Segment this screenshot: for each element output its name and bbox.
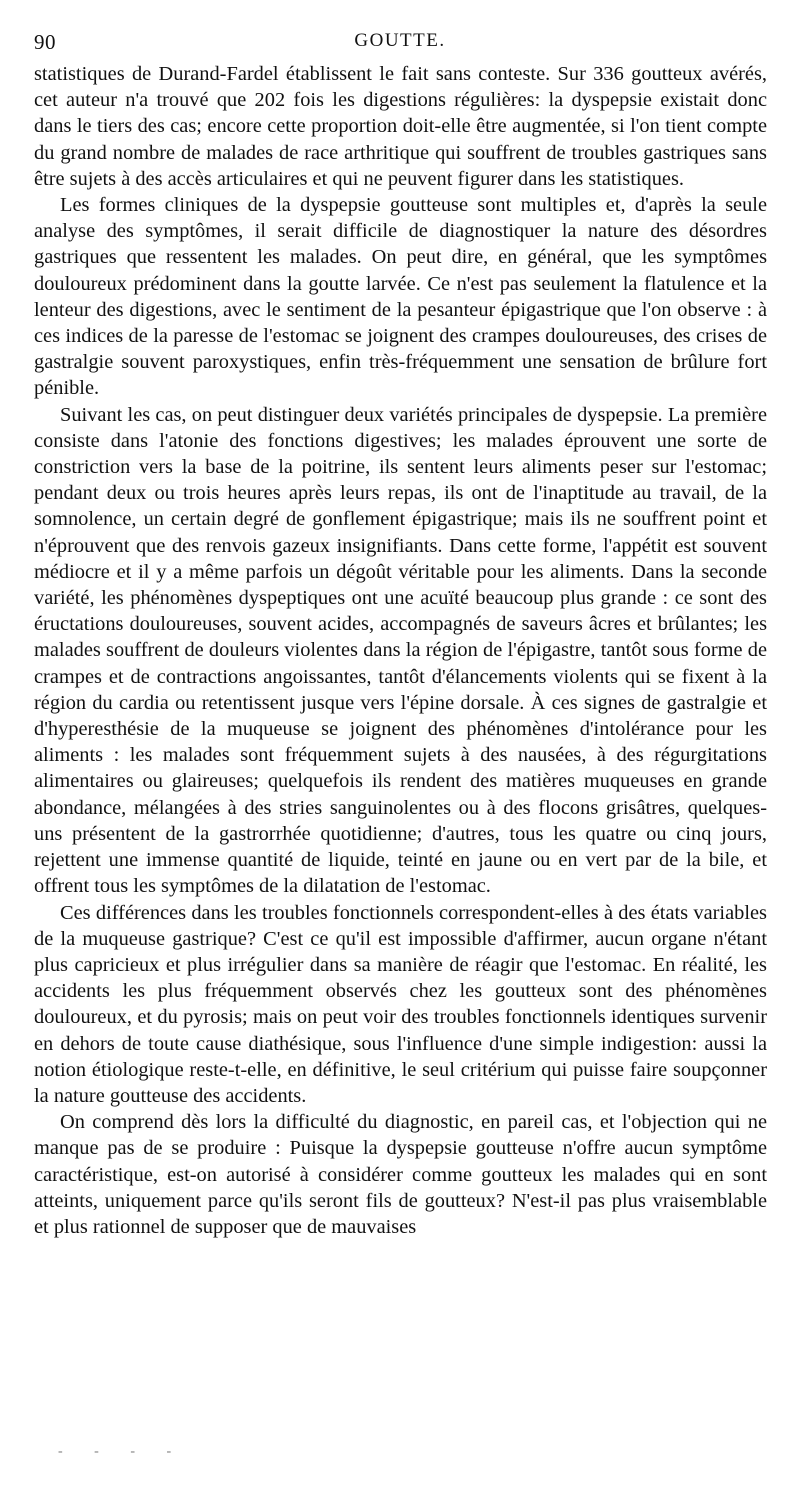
bottom-marks: - - - -: [58, 1444, 186, 1459]
paragraph-continuation: statistiques de Durand-Fardel établissent le fait sans conteste. Sur 336 goutteux avérés, cet auteur n'a trouvé que 202 fois les digestions régulières: la dyspepsie existait donc dans le tiers des cas; encore cette proportion doit-elle être augmentée, si l'on tient compte du grand nombre de malades de race arthritique qui souffrent de troubles gastriques sans être sujets à des accès articulaires et qui ne peuvent figurer dans les statistiques.: [34, 63, 767, 190]
paragraph-diagnosis-difficulty: On comprend dès lors la difficulté du diagnostic, en pareil cas, et l'objection qui ne manque pas de se produire : Puisque la dyspepsie goutteuse n'offre aucun symptôme caractéristique, est-on autorisé à considérer comme goutteux les malades qui en sont atteints, uniquement parce qu'ils seront fils de goutteux? N'est-il pas plus vraisemblable et plus rationnel de supposer que de mauvaises: [34, 1111, 767, 1238]
running-head: [34, 30, 766, 56]
paragraph-clinical-forms: Les formes cliniques de la dyspepsie goutteuse sont multiples et, d'après la seule analyse des symptômes, il serait difficile de diagnostiquer la nature des désordres gastriques que ressentent les malades. On peut dire, en général, que les symptômes douloureux prédominent dans la goutte larvée. Ce n'est pas seulement la flatulence et la lenteur des digestions, avec le sentiment de la pesanteur épigastrique que l'on observe : à ces indices de la paresse de l'estomac se joignent des crampes douloureuses, des crises de gastralgie souvent paroxystiques, enfin très-fréquemment une sensation de brûlure fort pénible.: [34, 194, 767, 400]
paragraph-dyspepsia-varieties: Suivant les cas, on peut distinguer deux variétés principales de dyspepsie. La première consiste dans l'atonie des fonctions digestives; les malades éprouvent une sorte de constriction vers la base de la poitrine, ils sentent leurs aliments peser sur l'estomac; pendant deux ou trois heures après leurs repas, ils ont de l'inaptitude au travail, de la somnolence, un certain degré de gonflement épigastrique; mais ils ne souffrent point et n'éprouvent que des renvois gazeux insignifiants. Dans cette forme, l'appétit est souvent médiocre et il y a même parfois un dégoût véritable pour les aliments. Dans la seconde variété, les phénomènes dyspeptiques ont une acuïté beaucoup plus grande : ce sont des éructations douloureuses, souvent acides, accompagnés de saveurs âcres et brûlantes; les malades souffrent de douleurs violentes dans la région de l'épigastre, tantôt sous forme de crampes et de contractions angoissantes, tantôt d'élancements violents qui se fixent à la région du cardia ou retentissent jusque vers l'épine dorsale. À ces signes de gastralgie et d'hyperesthésie de la muqueuse se joignent des phénomènes d'intolérance pour les aliments : les malades sont fréquemment sujets à des nausées, à des régurgitations alimentaires ou glaireuses; quelquefois ils rendent des matières muqueuses en grande abondance, mélangées à des stries sanguinolentes ou à des flocons grisâtres, quelques-uns présentent de la gastrorrhée quotidienne; d'autres, tous les quatre ou cinq jours, rejettent une immense quantité de liquide, teinté en jaune ou en vert par de la bile, et offrent tous les symptômes de la dilatation de l'estomac.: [34, 403, 767, 898]
body-text: [34, 61, 767, 1240]
paragraph-functional-troubles: Ces différences dans les troubles fonctionnels correspondent-elles à des états variables de la muqueuse gastrique? C'est ce qu'il est impossible d'affirmer, aucun organe n'étant plus capricieux et plus irrégulier dans sa manière de réagir que l'estomac. En réalité, les accidents les plus fréquemment observés chez les goutteux sont des phénomènes douloureux, et du pyrosis; mais on peut voir des troubles fonctionnels identiques survenir en dehors de toute cause diathésique, sous l'influence d'une simple indigestion: aussi la notion étiologique reste-t-elle, en définitive, le seul critérium qui puisse faire soupçonner la nature goutteuse des accidents.: [34, 901, 767, 1107]
running-title: GOUTTE.: [354, 30, 446, 51]
page-number: 90: [34, 30, 56, 54]
